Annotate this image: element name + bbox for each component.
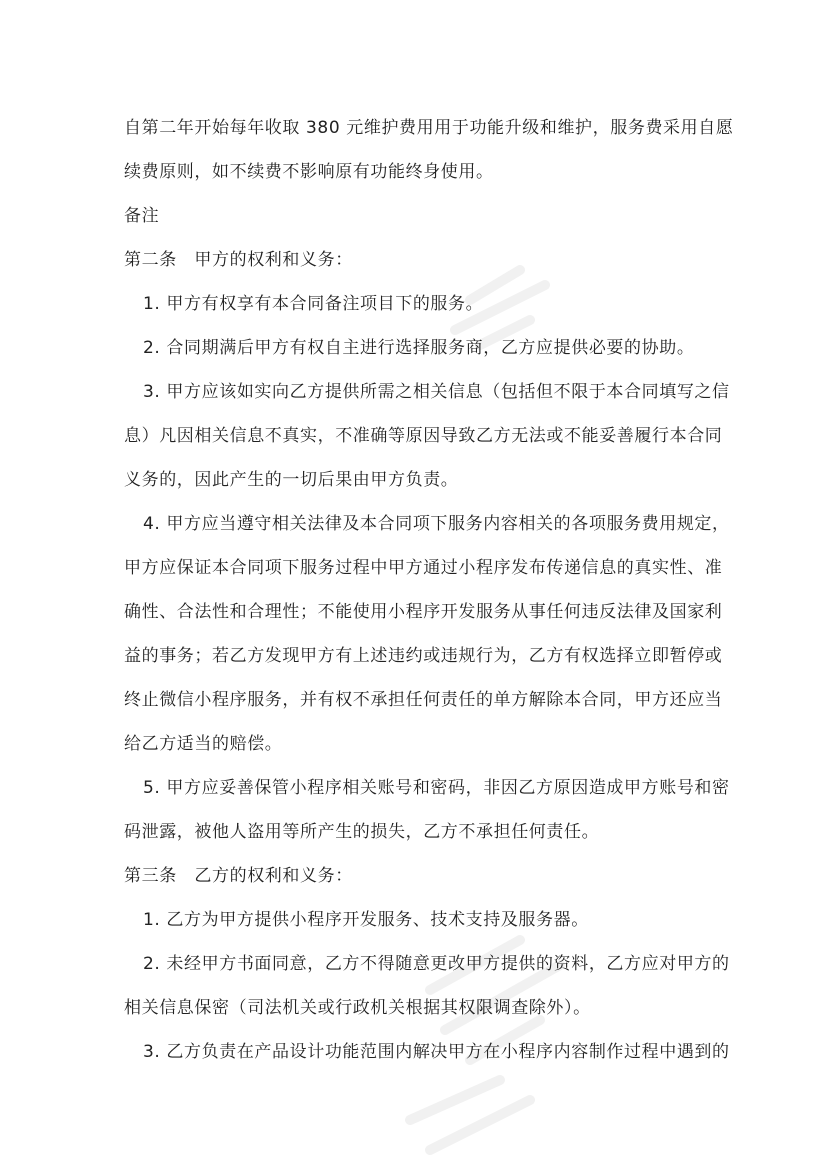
- text-line: 益的事务；若乙方发现甲方有上述违约或违规行为，乙方有权选择立即暂停或: [124, 646, 723, 666]
- clause-item: 3. 甲方应该如实向乙方提供所需之相关信息（包括但不限于本合同填写之信: [143, 382, 730, 402]
- text-line: 给乙方适当的赔偿。: [124, 734, 283, 754]
- clause-item: 1. 甲方有权享有本合同备注项目下的服务。: [143, 294, 484, 314]
- clause-item: 3. 乙方负责在产品设计功能范围内解决甲方在小程序内容制作过程中遇到的: [143, 1042, 730, 1062]
- article-heading-party-a: 第二条 甲方的权利和义务：: [124, 250, 353, 270]
- clause-item: 1. 乙方为甲方提供小程序开发服务、技术支持及服务器。: [143, 910, 589, 930]
- text-line: 自第二年开始每年收取 380 元维护费用用于功能升级和维护，服务费采用自愿: [124, 118, 734, 138]
- text-line: 息）凡因相关信息不真实，不准确等原因导致乙方无法或不能妥善履行本合同: [124, 426, 723, 446]
- text-line: 相关信息保密（司法机关或行政机关根据其权限调查除外）。: [124, 998, 591, 1018]
- clause-item: 2. 未经甲方书面同意，乙方不得随意更改甲方提供的资料，乙方应对甲方的: [143, 954, 730, 974]
- text-line: 续费原则，如不续费不影响原有功能终身使用。: [124, 162, 494, 182]
- text-line: 码泄露，被他人盗用等所产生的损失，乙方不承担任何责任。: [124, 822, 600, 842]
- text-line: 义务的，因此产生的一切后果由甲方负责。: [124, 470, 459, 490]
- clause-item: 2. 合同期满后甲方有权自主进行选择服务商，乙方应提供必要的协助。: [143, 338, 695, 358]
- clause-item: 4. 甲方应当遵守相关法律及本合同项下服务内容相关的各项服务费用规定，: [143, 514, 730, 534]
- article-heading-party-b: 第三条 乙方的权利和义务：: [124, 866, 353, 886]
- section-note-heading: 备注: [124, 206, 160, 226]
- text-line: 甲方应保证本合同项下服务过程中甲方通过小程序发布传递信息的真实性、准: [124, 558, 723, 578]
- clause-item: 5. 甲方应妥善保管小程序相关账号和密码，非因乙方原因造成甲方账号和密: [143, 778, 730, 798]
- text-line: 确性、合法性和合理性；不能使用小程序开发服务从事任何违反法律及国家利: [124, 602, 723, 622]
- text-line: 终止微信小程序服务，并有权不承担任何责任的单方解除本合同，甲方还应当: [124, 690, 723, 710]
